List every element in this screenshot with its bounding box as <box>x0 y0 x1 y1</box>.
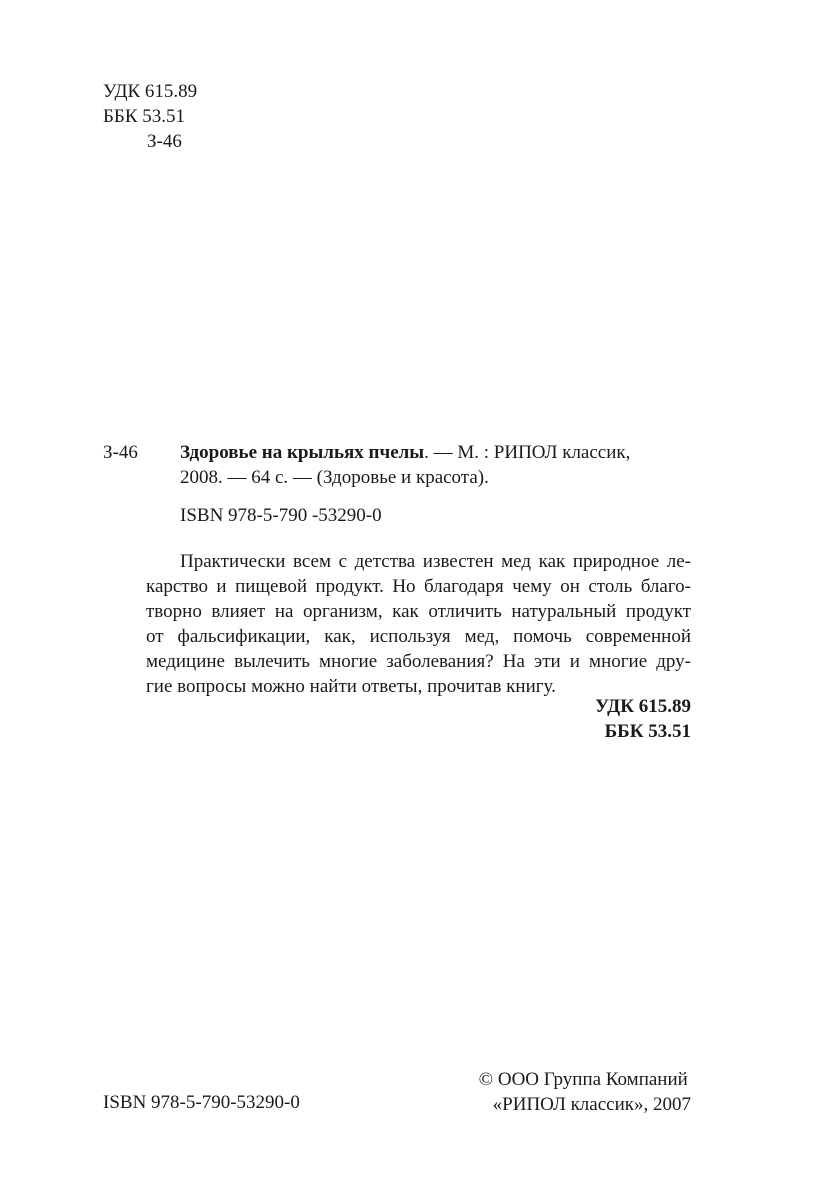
bbk-code: ББК 53.51 <box>103 106 185 127</box>
classification-codes-bottom <box>595 694 691 744</box>
annotation-line: карство и пищевой продукт. Но благодаря чему он столь благо- <box>146 576 691 597</box>
entry-first-line <box>180 440 691 465</box>
udk-code: УДК 615.89 <box>103 81 198 102</box>
annotation-line: Практически всем с детства известен мед как природное ле- <box>180 551 691 572</box>
imprint-part1: . — М. : РИПОЛ классик, <box>424 442 631 463</box>
annotation-line: медицине вылечить многие заболевания? На эти и многие дру- <box>146 651 691 672</box>
isbn-entry: ISBN 978-5-790 -53290-0 <box>180 505 382 526</box>
copyright-line-1: © ООО Группа Компаний <box>478 1069 688 1090</box>
bibliographic-entry <box>180 440 691 490</box>
annotation <box>146 549 691 699</box>
copyright-notice <box>479 1067 691 1117</box>
udk-code-bold: УДК 615.89 <box>595 696 691 717</box>
bbk-code-bold: ББК 53.51 <box>604 721 691 742</box>
author-mark: З-46 <box>103 442 138 463</box>
classification-codes-top <box>103 79 197 154</box>
annotation-line: творно влияет на организм, как отличить натуральный продукт <box>146 601 691 622</box>
copyright-line-2: «РИПОЛ классик», 2007 <box>492 1094 691 1115</box>
annotation-line: гие вопросы можно найти ответы, прочитав книгу. <box>146 676 556 697</box>
isbn-footer: ISBN 978-5-790-53290-0 <box>103 1092 300 1113</box>
book-title: Здоровье на крыльях пчелы <box>180 442 425 463</box>
imprint-part2: 2008. — 64 с. — (Здоровье и красота). <box>180 467 489 488</box>
author-mark-top: З-46 <box>147 131 182 152</box>
annotation-line: от фальсификации, как, используя мед, помочь современной <box>146 626 691 647</box>
